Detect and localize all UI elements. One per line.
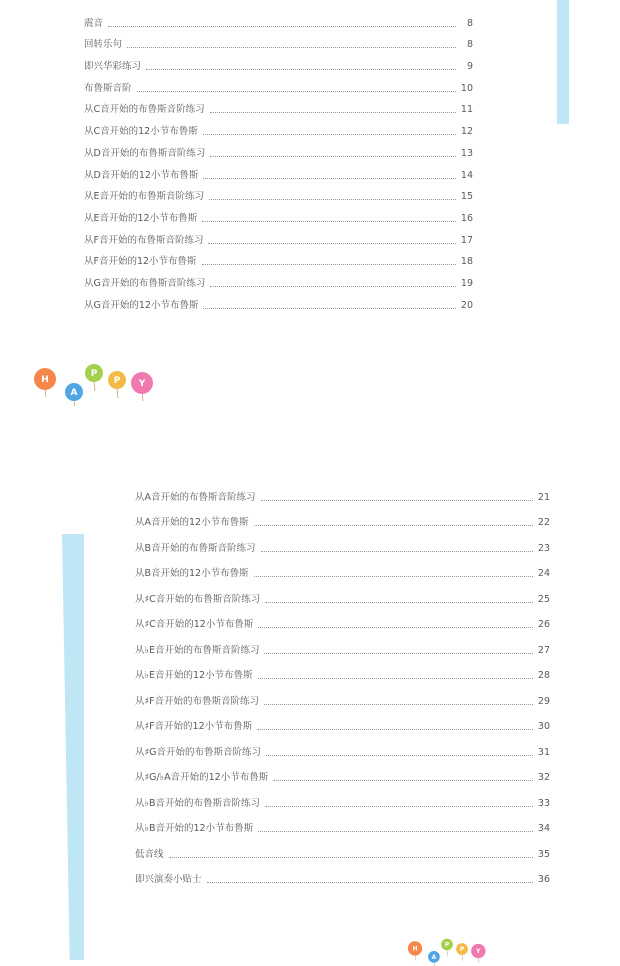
toc-dot-leader <box>257 729 533 730</box>
toc-entry-title: 从E音开始的布鲁斯音阶练习 <box>84 191 205 203</box>
toc-dot-leader <box>108 26 456 27</box>
balloon-icon <box>65 383 83 406</box>
balloon-letter: Y <box>476 948 481 955</box>
toc-entry-page-number: 19 <box>460 277 473 289</box>
toc-dot-leader <box>261 551 533 552</box>
toc-entry-title: 即兴演奏小贴士 <box>135 874 202 885</box>
toc-entry-page-number: 28 <box>537 670 550 681</box>
balloon-icon <box>34 368 56 397</box>
toc-dot-leader <box>265 602 533 603</box>
toc-entry-title: 从♭E音开始的12小节布鲁斯 <box>135 670 253 681</box>
toc-dot-leader <box>203 178 456 179</box>
toc-entry-title: 震音 <box>84 17 104 29</box>
toc-dot-leader <box>264 653 532 654</box>
balloon-letter: P <box>444 942 450 949</box>
toc-entry-title: 回转乐句 <box>84 39 123 51</box>
toc-dot-leader <box>264 704 533 705</box>
toc-entry-page-number: 18 <box>460 256 473 268</box>
happy-balloons-decoration <box>32 360 156 406</box>
balloon-letter: A <box>431 954 437 961</box>
toc-dot-leader <box>258 627 533 628</box>
toc-entry <box>84 268 473 290</box>
toc-entry <box>135 733 550 759</box>
toc-entry-title: 从♯G/♭A音开始的12小节布鲁斯 <box>135 772 269 783</box>
toc-entry <box>84 30 473 52</box>
toc-dot-leader <box>210 112 456 113</box>
toc-entry <box>135 657 550 683</box>
toc-entry-title: 从♯F音开始的12小节布鲁斯 <box>135 721 253 732</box>
decorative-stripe-left <box>62 534 84 960</box>
toc-entry-title: 从D音开始的布鲁斯音阶练习 <box>84 147 206 159</box>
toc-entry-title: 从G音开始的布鲁斯音阶练习 <box>84 277 206 289</box>
toc-entry-title: 布鲁斯音阶 <box>84 82 132 94</box>
toc-entry <box>84 225 473 247</box>
toc-dot-leader <box>210 156 456 157</box>
toc-entry-page-number: 21 <box>537 491 550 503</box>
toc-entry-title: 从F音开始的12小节布鲁斯 <box>84 256 197 268</box>
toc-entry-title: 从♯F音开始的布鲁斯音阶练习 <box>135 695 260 707</box>
toc-entry <box>135 835 550 861</box>
balloon-letter: P <box>459 947 465 953</box>
toc-entry-title: 从B音开始的布鲁斯音阶练习 <box>135 542 256 554</box>
toc-entry-page-number: 15 <box>460 191 473 203</box>
toc-entry-page-number: 13 <box>460 147 473 159</box>
toc-dot-leader <box>273 780 533 781</box>
toc-entry-page-number: 22 <box>537 517 550 528</box>
balloon-icon <box>85 364 103 391</box>
balloon-icon <box>408 941 422 960</box>
balloon-letter: H <box>41 375 49 385</box>
toc-entry <box>135 759 550 785</box>
toc-entry-page-number: 24 <box>537 568 550 579</box>
toc-entry <box>135 682 550 708</box>
toc-dot-leader <box>207 882 533 883</box>
toc-entry <box>135 555 550 581</box>
toc-dot-leader <box>169 857 533 858</box>
toc-dot-leader <box>210 286 456 287</box>
toc-entry-page-number: 16 <box>460 212 473 224</box>
toc-entry <box>84 116 473 138</box>
toc-entry-page-number: 33 <box>537 797 550 809</box>
toc-entry <box>135 580 550 606</box>
toc-entry <box>135 784 550 810</box>
toc-dot-leader <box>137 91 456 92</box>
toc-entry-title: 从D音开始的12小节布鲁斯 <box>84 169 199 181</box>
toc-entry <box>84 95 473 117</box>
toc-dot-leader <box>209 199 456 200</box>
table-of-contents-upper <box>84 8 473 312</box>
balloon-icon <box>108 371 126 398</box>
toc-entry-title: 从F音开始的布鲁斯音阶练习 <box>84 234 204 246</box>
toc-dot-leader <box>203 308 455 309</box>
toc-entry-title: 从♭B音开始的12小节布鲁斯 <box>135 823 254 834</box>
happy-balloons-decoration-bottom <box>385 936 509 966</box>
balloon-letter: P <box>90 369 98 379</box>
balloon-letter: P <box>113 376 121 386</box>
toc-dot-leader <box>265 806 533 807</box>
toc-entry-title: 从♭B音开始的布鲁斯音阶练习 <box>135 797 260 809</box>
toc-entry <box>84 160 473 182</box>
balloon-letter: Y <box>138 379 146 389</box>
toc-entry-page-number: 23 <box>537 542 550 554</box>
toc-entry-page-number: 12 <box>460 126 473 138</box>
balloon-icon <box>131 372 153 401</box>
toc-dot-leader <box>258 831 533 832</box>
toc-entry-page-number: 9 <box>466 61 473 73</box>
toc-entry-page-number: 11 <box>460 104 473 116</box>
toc-entry <box>135 606 550 632</box>
toc-entry <box>84 203 473 225</box>
toc-entry <box>84 182 473 204</box>
toc-entry-title: 从♭E音开始的布鲁斯音阶练习 <box>135 644 260 656</box>
toc-entry <box>84 290 473 312</box>
toc-entry-page-number: 32 <box>537 772 550 783</box>
decorative-stripe-top-right <box>557 0 569 124</box>
toc-entry <box>135 708 550 734</box>
toc-dot-leader <box>254 525 533 526</box>
toc-entry-page-number: 29 <box>537 695 550 707</box>
balloon-icon <box>441 939 453 957</box>
balloon-icon <box>428 951 440 966</box>
toc-entry-title: 从E音开始的12小节布鲁斯 <box>84 212 198 224</box>
toc-entry-page-number: 31 <box>537 746 550 758</box>
toc-entry-page-number: 10 <box>460 82 473 94</box>
balloon-icon <box>456 943 468 961</box>
toc-entry-page-number: 27 <box>537 644 550 656</box>
toc-dot-leader <box>254 576 533 577</box>
toc-entry-title: 从G音开始的12小节布鲁斯 <box>84 299 199 311</box>
toc-entry <box>135 861 550 887</box>
balloon-letter: H <box>412 946 418 953</box>
toc-entry <box>84 51 473 73</box>
toc-entry-title: 从A音开始的12小节布鲁斯 <box>135 517 249 528</box>
toc-entry <box>135 478 550 504</box>
toc-entry <box>135 631 550 657</box>
toc-dot-leader <box>202 264 456 265</box>
toc-entry-title: 从B音开始的12小节布鲁斯 <box>135 568 249 579</box>
toc-entry-title: 从♯C音开始的布鲁斯音阶练习 <box>135 593 261 605</box>
toc-entry-page-number: 25 <box>537 593 550 605</box>
toc-entry <box>135 529 550 555</box>
toc-entry-page-number: 26 <box>537 619 550 630</box>
table-of-contents-lower <box>135 478 550 886</box>
toc-entry-title: 从C音开始的12小节布鲁斯 <box>84 126 198 138</box>
toc-entry-title: 从♯G音开始的布鲁斯音阶练习 <box>135 746 261 758</box>
toc-dot-leader <box>203 134 456 135</box>
toc-entry <box>84 247 473 269</box>
toc-entry-page-number: 8 <box>466 39 473 51</box>
toc-entry-title: 从A音开始的布鲁斯音阶练习 <box>135 491 256 503</box>
toc-entry-page-number: 34 <box>537 823 550 834</box>
toc-entry <box>84 138 473 160</box>
toc-entry-page-number: 17 <box>460 234 473 246</box>
toc-entry-page-number: 14 <box>460 169 473 181</box>
toc-dot-leader <box>127 47 456 48</box>
toc-entry <box>84 73 473 95</box>
toc-dot-leader <box>208 243 455 244</box>
toc-dot-leader <box>261 500 533 501</box>
toc-entry-page-number: 8 <box>466 17 473 29</box>
toc-entry-title: 从♯C音开始的12小节布鲁斯 <box>135 619 254 630</box>
toc-entry-title: 即兴华彩练习 <box>84 61 142 73</box>
toc-entry-title: 低音线 <box>135 848 164 860</box>
toc-dot-leader <box>266 755 533 756</box>
toc-dot-leader <box>258 678 533 679</box>
toc-entry <box>135 504 550 530</box>
toc-entry-page-number: 20 <box>460 299 473 311</box>
toc-entry <box>84 8 473 30</box>
toc-entry-page-number: 30 <box>537 721 550 732</box>
balloon-letter: A <box>70 388 78 398</box>
toc-entry-page-number: 35 <box>537 848 550 860</box>
toc-entry-title: 从C音开始的布鲁斯音阶练习 <box>84 104 205 116</box>
toc-dot-leader <box>202 221 456 222</box>
toc-dot-leader <box>146 69 456 70</box>
toc-entry-page-number: 36 <box>537 874 550 885</box>
toc-entry <box>135 810 550 836</box>
